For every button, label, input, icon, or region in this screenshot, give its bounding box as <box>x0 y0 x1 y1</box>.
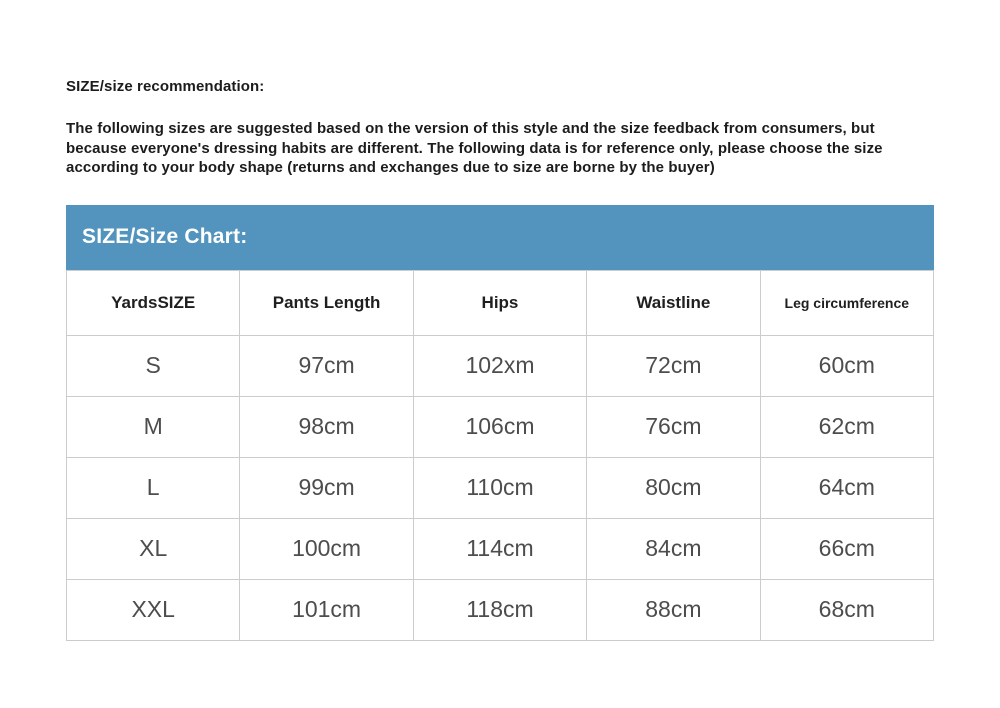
size-cell: XXL <box>67 579 240 640</box>
column-header-hips: Hips <box>413 270 586 335</box>
value-cell: 118cm <box>413 579 586 640</box>
value-cell: 102xm <box>413 335 586 396</box>
table-row-m <box>67 396 934 457</box>
value-cell: 80cm <box>587 457 760 518</box>
value-cell: 76cm <box>587 396 760 457</box>
value-cell: 110cm <box>413 457 586 518</box>
value-cell: 100cm <box>240 518 413 579</box>
value-cell: 60cm <box>760 335 933 396</box>
value-cell: 114cm <box>413 518 586 579</box>
value-cell: 98cm <box>240 396 413 457</box>
column-header-leg-circumference: Leg circumference <box>760 270 933 335</box>
value-cell: 62cm <box>760 396 933 457</box>
size-cell: S <box>67 335 240 396</box>
value-cell: 64cm <box>760 457 933 518</box>
column-header-yardssize: YardsSIZE <box>67 270 240 335</box>
size-cell: M <box>67 396 240 457</box>
value-cell: 101cm <box>240 579 413 640</box>
table-header-row <box>67 270 934 335</box>
size-recommendation-heading: SIZE/size recommendation: <box>66 78 265 95</box>
value-cell: 106cm <box>413 396 586 457</box>
value-cell: 88cm <box>587 579 760 640</box>
size-cell: L <box>67 457 240 518</box>
value-cell: 84cm <box>587 518 760 579</box>
size-cell: XL <box>67 518 240 579</box>
column-header-pants-length: Pants Length <box>240 270 413 335</box>
table-row-l <box>67 457 934 518</box>
value-cell: 68cm <box>760 579 933 640</box>
value-cell: 97cm <box>240 335 413 396</box>
value-cell: 72cm <box>587 335 760 396</box>
table-row-xl <box>67 518 934 579</box>
value-cell: 66cm <box>760 518 933 579</box>
value-cell: 99cm <box>240 457 413 518</box>
size-chart-table <box>66 270 934 641</box>
table-row-xxl <box>67 579 934 640</box>
table-row-s <box>67 335 934 396</box>
size-chart-title: SIZE/Size Chart: <box>82 225 248 248</box>
size-recommendation-text: The following sizes are suggested based on the version of this style and the size feedback from consumers, but because everyone's dressing habits are different. The following data is for reference only, please choose the size according to your body shape (returns and exchanges due to size are borne by the buyer) <box>66 120 883 176</box>
size-chart-title-bar <box>66 205 934 270</box>
column-header-waistline: Waistline <box>587 270 760 335</box>
